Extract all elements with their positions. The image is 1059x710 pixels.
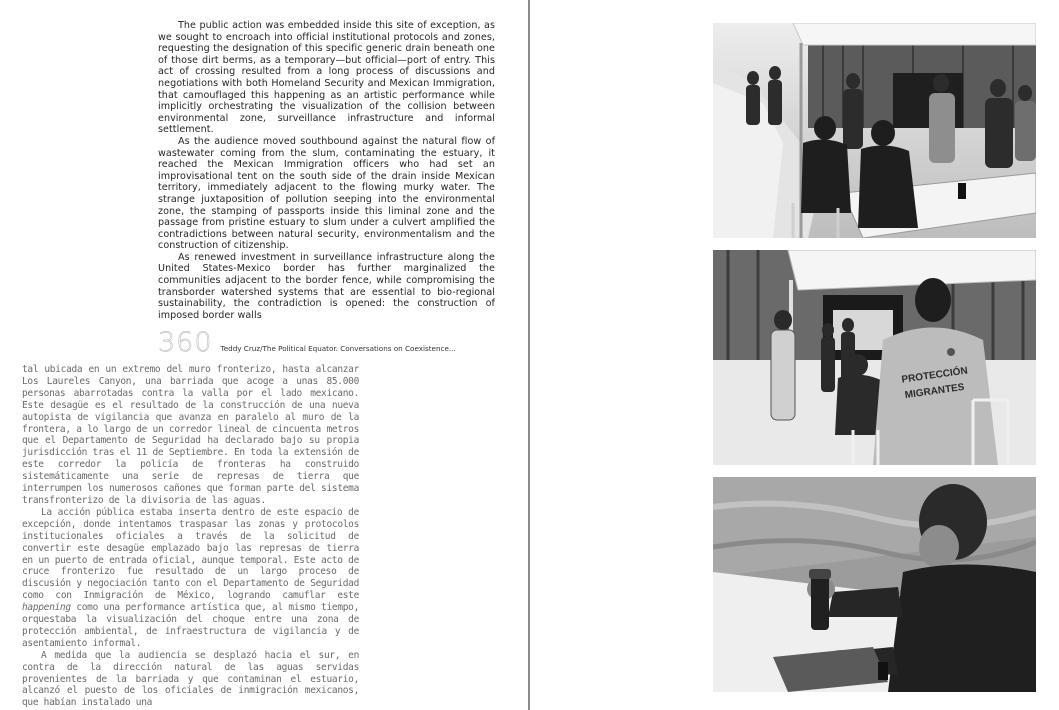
english-text-column [158, 20, 495, 321]
spanish-paragraph-2-part-2: como una performance artística que, al mismo tiempo, orquestaba la visualización del choque entre una zona de protección ambiental, de infraestructura de vigilancia y de asentamiento informal. [22, 602, 359, 649]
spanish-text-column [22, 364, 359, 709]
spanish-paragraph-2 [22, 507, 359, 650]
photo-tent-checkpoint [713, 23, 1036, 238]
english-paragraph-2: As the audience moved southbound against the natural flow of wastewater coming from the slum, contaminating the estuary, it reached the Mexican Immigration officers who had set an improvisational tent on the south side of the drain inside Mexican territory, immediately adjacent to the flowing murky water. The strange juxtaposition of pollution seeping into the environmental zone, the stamping of passports inside this liminal zone and the passage from pristine estuary to slum under a culvert amplified the contradictions between natural security, environmentalism and the construction of citizenship. [158, 135, 495, 252]
spanish-paragraph-3: A medida que la audiencia se desplazó hacia el sur, en contra de la dirección natural de las aguas servidas provenientes de la barriada y que contaminan el estuario, alcanzó el puesto de los oficiales de inmigración mexicanos, que habían instalado una [22, 649, 359, 709]
english-paragraph-3: As renewed investment in surveillance infrastructure along the United States-Mexico border has further marginalized the communities adjacent to the border fence, while compromising the transborder watershed systems that are essential to bio-regional sustainability, the contradiction is opened: the construction of imposed border walls [158, 251, 495, 321]
spanish-paragraph-1: tal ubicada en un extremo del muro fronterizo, hasta alcanzar Los Laureles Canyon, una barriada que acoge a unas 85.000 personas abarrotadas contra la valla por el lado mexicano. Este desagüe es el resultado de la construcción de una nueva autopista de vigilancia que avanza en paralelo al muro de la frontera, a lo largo de un corredor lineal de cincuenta metros que el Departamento de Seguridad ha declarado bajo su propia jurisdicción tras el 11 de Septiembre. En toda la extensión de este corredor la policía de fronteras ha construido sistemáticamente una serie de represas de tierra que interrumpen los numerosos cañones que forman parte del sistema transfronterizo de la divisoria de las aguas. [22, 364, 359, 506]
folio [158, 322, 518, 356]
english-paragraph-1: The public action was embedded inside this site of exception, as we sought to encroach into official institutional protocols and zones, requesting the designation of this specific generic drain beneath one of those dirt berms, as a temporary—but official—port of entry. This act of crossing resulted from a long process of discussions and negotiations with both Homeland Security and Mexican Immigration, that camouflaged this happening as an artistic performance while implicitly orchestrating the visualization of the collision between environmental zone, surveillance infrastructure and informal settlement. [158, 20, 495, 136]
page-gutter [528, 0, 530, 710]
spanish-italic-happening: happening [22, 602, 71, 614]
running-title: Teddy Cruz/The Political Equator. Conversations on Coexistence... [220, 344, 456, 353]
page-number: 360 [158, 327, 213, 358]
vest-text-line-2: MIGRANTES [904, 381, 966, 402]
vest-text-line-1: PROTECCIÓN [900, 365, 969, 386]
spanish-paragraph-2-part-1: La acción pública estaba inserta dentro de este espacio de excepción, donde intentamos traspasar las zonas y protocolos institucionales oficiales a través de la solicitud de convertir este desagüe emplazado bajo las represas de tierra en un puerto de entrada oficial, aunque temporal. Este acto de cruce fronterizo fue resultado de un largo proceso de discusión y negociación tanto con el Departamento de Seguridad como con Inmigración de México, logrando camuflar este [22, 506, 359, 602]
photo-officer-vest [713, 250, 1036, 465]
photo-passport-stamping [713, 477, 1036, 692]
